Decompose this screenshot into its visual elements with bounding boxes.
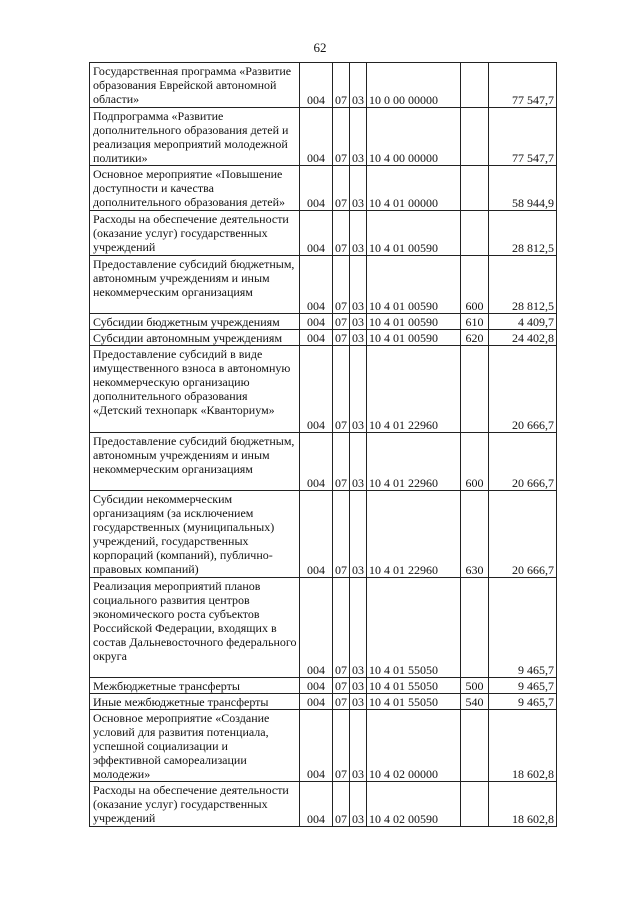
- amount: 77 547,7: [489, 108, 557, 166]
- section-code: 07: [333, 346, 350, 433]
- table-row: [90, 63, 557, 108]
- section-code: 07: [333, 491, 350, 578]
- ministry-code: 004: [300, 108, 333, 166]
- row-name: Государственная программа «Развитие образования Еврейской автономной области»: [90, 63, 300, 108]
- row-name: Межбюджетные трансферты: [90, 678, 300, 694]
- section-code: 07: [333, 63, 350, 108]
- ministry-code: 004: [300, 694, 333, 710]
- table-row: [90, 678, 557, 694]
- amount: 28 812,5: [489, 256, 557, 314]
- target-article-code: 10 4 02 00000: [367, 710, 461, 782]
- section-code: 07: [333, 433, 350, 491]
- ministry-code: 004: [300, 211, 333, 256]
- table-row: [90, 491, 557, 578]
- target-article-code: 10 4 01 00590: [367, 314, 461, 330]
- amount: 58 944,9: [489, 166, 557, 211]
- section-code: 07: [333, 710, 350, 782]
- target-article-code: 10 4 01 00590: [367, 256, 461, 314]
- subsection-code: 03: [350, 330, 367, 346]
- amount: 9 465,7: [489, 578, 557, 678]
- row-name: Субсидии бюджетным учреждениям: [90, 314, 300, 330]
- amount: 9 465,7: [489, 678, 557, 694]
- section-code: 07: [333, 678, 350, 694]
- amount: 20 666,7: [489, 433, 557, 491]
- section-code: 07: [333, 166, 350, 211]
- subsection-code: 03: [350, 211, 367, 256]
- target-article-code: 10 4 01 55050: [367, 694, 461, 710]
- section-code: 07: [333, 256, 350, 314]
- subsection-code: 03: [350, 710, 367, 782]
- ministry-code: 004: [300, 330, 333, 346]
- table-row: [90, 330, 557, 346]
- subsection-code: 03: [350, 256, 367, 314]
- row-name: Основное мероприятие «Повышение доступности и качества дополнительного образования детей»: [90, 166, 300, 211]
- amount: 28 812,5: [489, 211, 557, 256]
- row-name: Расходы на обеспечение деятельности (оказание услуг) государственных учреждений: [90, 782, 300, 827]
- row-name: Расходы на обеспечение деятельности (оказание услуг) государственных учреждений: [90, 211, 300, 256]
- table-row: [90, 694, 557, 710]
- section-code: 07: [333, 211, 350, 256]
- row-name: Основное мероприятие «Создание условий для развития потенциала, успешной социализации и эффективной самореализации молодежи»: [90, 710, 300, 782]
- subsection-code: 03: [350, 166, 367, 211]
- subsection-code: 03: [350, 782, 367, 827]
- expense-type-code: 540: [461, 694, 489, 710]
- amount: 9 465,7: [489, 694, 557, 710]
- expense-type-code: 600: [461, 256, 489, 314]
- subsection-code: 03: [350, 108, 367, 166]
- subsection-code: 03: [350, 63, 367, 108]
- ministry-code: 004: [300, 166, 333, 211]
- table-row: [90, 256, 557, 314]
- expense-type-code: [461, 710, 489, 782]
- target-article-code: 10 4 01 00590: [367, 211, 461, 256]
- ministry-code: 004: [300, 433, 333, 491]
- section-code: 07: [333, 782, 350, 827]
- expense-type-code: [461, 166, 489, 211]
- ministry-code: 004: [300, 346, 333, 433]
- target-article-code: 10 4 01 55050: [367, 578, 461, 678]
- target-article-code: 10 0 00 00000: [367, 63, 461, 108]
- table-row: [90, 211, 557, 256]
- target-article-code: 10 4 01 22960: [367, 433, 461, 491]
- expense-type-code: [461, 782, 489, 827]
- table-row: [90, 578, 557, 678]
- table-row: [90, 346, 557, 433]
- target-article-code: 10 4 01 22960: [367, 491, 461, 578]
- amount: 24 402,8: [489, 330, 557, 346]
- row-name: Предоставление субсидий в виде имущественного взноса в автономную некоммерческую организацию дополнительного образования «Детский технопарк «Кванториум»: [90, 346, 300, 433]
- target-article-code: 10 4 01 00000: [367, 166, 461, 211]
- row-name: Подпрограмма «Развитие дополнительного образования детей и реализация мероприятий молодежной политики»: [90, 108, 300, 166]
- section-code: 07: [333, 330, 350, 346]
- table-row: [90, 782, 557, 827]
- table-row: [90, 314, 557, 330]
- row-name: Предоставление субсидий бюджетным, автономным учреждениям и иным некоммерческим организациям: [90, 433, 300, 491]
- row-name: Иные межбюджетные трансферты: [90, 694, 300, 710]
- subsection-code: 03: [350, 314, 367, 330]
- target-article-code: 10 4 00 00000: [367, 108, 461, 166]
- amount: 4 409,7: [489, 314, 557, 330]
- subsection-code: 03: [350, 678, 367, 694]
- subsection-code: 03: [350, 433, 367, 491]
- ministry-code: 004: [300, 256, 333, 314]
- amount: 18 602,8: [489, 782, 557, 827]
- subsection-code: 03: [350, 694, 367, 710]
- expense-type-code: [461, 578, 489, 678]
- expense-type-code: 620: [461, 330, 489, 346]
- row-name: Реализация мероприятий планов социального развития центров экономического роста субъектов Российской Федерации, входящих в состав Дальневосточного федерального округа: [90, 578, 300, 678]
- expense-type-code: 630: [461, 491, 489, 578]
- expense-type-code: [461, 63, 489, 108]
- table-row: [90, 710, 557, 782]
- subsection-code: 03: [350, 578, 367, 678]
- row-name: Субсидии некоммерческим организациям (за исключением государственных (муниципальных) учреждений, государственных корпораций (компаний), публично-правовых компаний): [90, 491, 300, 578]
- ministry-code: 004: [300, 782, 333, 827]
- amount: 77 547,7: [489, 63, 557, 108]
- expense-type-code: [461, 108, 489, 166]
- section-code: 07: [333, 694, 350, 710]
- amount: 20 666,7: [489, 491, 557, 578]
- table-row: [90, 433, 557, 491]
- target-article-code: 10 4 01 55050: [367, 678, 461, 694]
- ministry-code: 004: [300, 678, 333, 694]
- target-article-code: 10 4 01 22960: [367, 346, 461, 433]
- row-name: Субсидии автономным учреждениям: [90, 330, 300, 346]
- section-code: 07: [333, 108, 350, 166]
- ministry-code: 004: [300, 491, 333, 578]
- expense-type-code: 600: [461, 433, 489, 491]
- table-row: [90, 166, 557, 211]
- ministry-code: 004: [300, 578, 333, 678]
- expense-type-code: [461, 346, 489, 433]
- amount: 18 602,8: [489, 710, 557, 782]
- page-number: 62: [313, 40, 327, 55]
- table-row: [90, 108, 557, 166]
- subsection-code: 03: [350, 346, 367, 433]
- ministry-code: 004: [300, 314, 333, 330]
- budget-table: [89, 62, 557, 827]
- target-article-code: 10 4 02 00590: [367, 782, 461, 827]
- expense-type-code: 500: [461, 678, 489, 694]
- amount: 20 666,7: [489, 346, 557, 433]
- expense-type-code: 610: [461, 314, 489, 330]
- expense-type-code: [461, 211, 489, 256]
- subsection-code: 03: [350, 491, 367, 578]
- target-article-code: 10 4 01 00590: [367, 330, 461, 346]
- ministry-code: 004: [300, 710, 333, 782]
- section-code: 07: [333, 314, 350, 330]
- row-name: Предоставление субсидий бюджетным, автономным учреждениям и иным некоммерческим организациям: [90, 256, 300, 314]
- section-code: 07: [333, 578, 350, 678]
- ministry-code: 004: [300, 63, 333, 108]
